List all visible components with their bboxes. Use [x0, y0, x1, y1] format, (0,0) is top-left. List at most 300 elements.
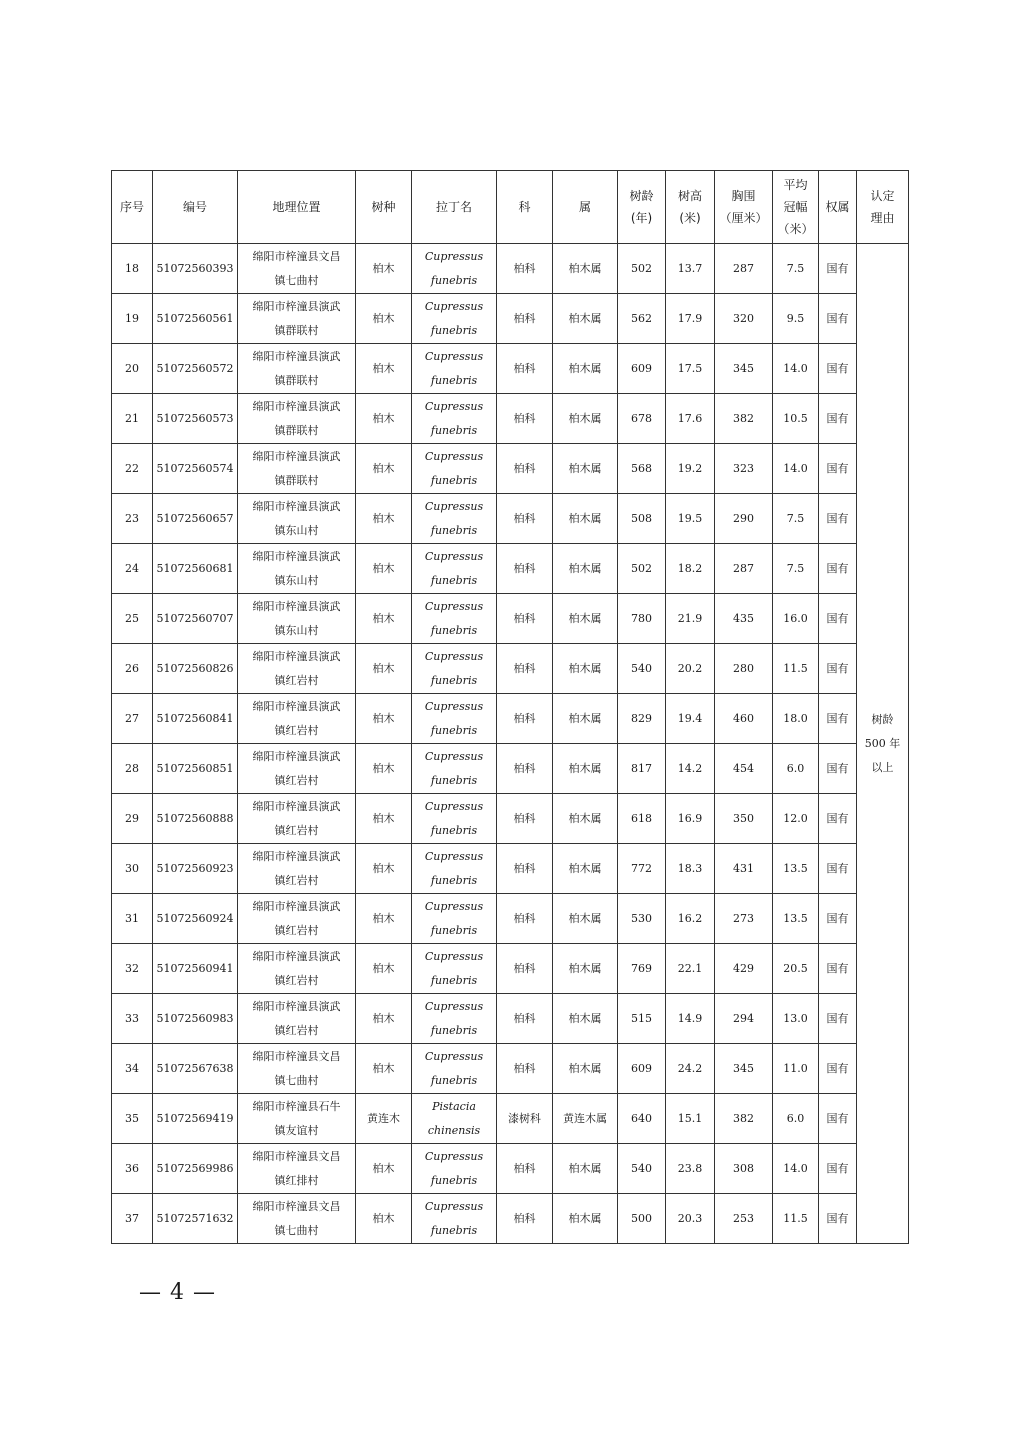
cell-latin-line: funebris — [430, 973, 478, 987]
cell-height: 19.2 — [666, 444, 715, 494]
cell-girth: 429 — [715, 944, 773, 994]
cell-location-line: 镇红排村 — [274, 1173, 319, 1187]
table-row — [112, 844, 909, 894]
cell-height: 19.5 — [666, 494, 715, 544]
cell-code: 51072560851 — [153, 744, 238, 794]
cell-location — [238, 494, 356, 544]
table-row — [112, 494, 909, 544]
cell-reason-line: 500 年 — [864, 736, 901, 750]
cell-species: 柏木 — [356, 644, 412, 694]
table-row — [112, 344, 909, 394]
column-header-age — [618, 171, 666, 244]
cell-crown: 13.5 — [773, 844, 819, 894]
cell-latin-line: Cupressus — [424, 599, 484, 613]
cell-age: 502 — [618, 544, 666, 594]
cell-age: 530 — [618, 894, 666, 944]
cell-seq: 28 — [112, 744, 153, 794]
column-header-text: 序号 — [119, 200, 144, 214]
column-header-text: 树龄 — [629, 189, 654, 203]
table-row — [112, 694, 909, 744]
table-row — [112, 894, 909, 944]
cell-age: 568 — [618, 444, 666, 494]
cell-age: 562 — [618, 294, 666, 344]
cell-latin — [412, 544, 497, 594]
cell-latin-line: funebris — [430, 423, 478, 437]
cell-latin-line: funebris — [430, 273, 478, 287]
cell-seq: 32 — [112, 944, 153, 994]
cell-age: 515 — [618, 994, 666, 1044]
cell-family: 柏科 — [497, 694, 553, 744]
cell-crown: 11.5 — [773, 1194, 819, 1244]
cell-latin-line: Pistacia — [432, 1099, 476, 1113]
cell-height: 20.2 — [666, 644, 715, 694]
cell-crown: 6.0 — [773, 744, 819, 794]
cell-genus: 柏木属 — [553, 744, 618, 794]
cell-location-line: 绵阳市梓潼县演武 — [252, 799, 341, 813]
cell-reason-line: 以上 — [871, 760, 894, 774]
cell-species: 柏木 — [356, 944, 412, 994]
cell-latin — [412, 244, 497, 294]
cell-girth: 280 — [715, 644, 773, 694]
cell-height: 18.3 — [666, 844, 715, 894]
cell-family: 漆树科 — [497, 1094, 553, 1144]
cell-latin-line: Cupressus — [424, 749, 484, 763]
cell-girth: 320 — [715, 294, 773, 344]
cell-location-line: 镇红岩村 — [274, 673, 319, 687]
cell-genus: 柏木属 — [553, 594, 618, 644]
cell-genus: 柏木属 — [553, 994, 618, 1044]
cell-species: 柏木 — [356, 894, 412, 944]
cell-latin — [412, 494, 497, 544]
cell-ownership: 国有 — [819, 244, 857, 294]
cell-species: 柏木 — [356, 244, 412, 294]
cell-ownership: 国有 — [819, 1094, 857, 1144]
table-row — [112, 544, 909, 594]
cell-location-line: 镇东山村 — [274, 523, 319, 537]
table-row — [112, 1144, 909, 1194]
column-header-reason — [857, 171, 909, 244]
cell-genus: 柏木属 — [553, 894, 618, 944]
cell-latin — [412, 694, 497, 744]
cell-location-line: 绵阳市梓潼县演武 — [252, 699, 341, 713]
cell-age: 678 — [618, 394, 666, 444]
cell-latin-line: Cupressus — [424, 899, 484, 913]
cell-age: 769 — [618, 944, 666, 994]
cell-age: 640 — [618, 1094, 666, 1144]
cell-location-line: 镇东山村 — [274, 573, 319, 587]
cell-girth: 273 — [715, 894, 773, 944]
cell-ownership: 国有 — [819, 444, 857, 494]
column-header-text: （米） — [777, 222, 814, 236]
cell-location — [238, 794, 356, 844]
table-row — [112, 994, 909, 1044]
cell-crown: 7.5 — [773, 494, 819, 544]
cell-crown: 20.5 — [773, 944, 819, 994]
cell-code: 51072560561 — [153, 294, 238, 344]
cell-seq: 20 — [112, 344, 153, 394]
cell-code: 51072560707 — [153, 594, 238, 644]
column-header-text: 属 — [578, 200, 591, 214]
cell-family: 柏科 — [497, 394, 553, 444]
cell-girth: 460 — [715, 694, 773, 744]
column-header-genus — [553, 171, 618, 244]
cell-species: 柏木 — [356, 544, 412, 594]
column-header-text: 认定 — [870, 189, 895, 203]
cell-height: 14.9 — [666, 994, 715, 1044]
cell-latin-line: funebris — [430, 473, 478, 487]
cell-location-line: 绵阳市梓潼县文昌 — [252, 1199, 341, 1213]
cell-latin-line: Cupressus — [424, 1149, 484, 1163]
cell-family: 柏科 — [497, 1044, 553, 1094]
cell-family: 柏科 — [497, 244, 553, 294]
cell-code: 51072569419 — [153, 1094, 238, 1144]
cell-height: 16.9 — [666, 794, 715, 844]
cell-code: 51072560941 — [153, 944, 238, 994]
cell-ownership: 国有 — [819, 944, 857, 994]
column-header-seq — [112, 171, 153, 244]
cell-girth: 287 — [715, 244, 773, 294]
cell-girth: 435 — [715, 594, 773, 644]
cell-seq: 24 — [112, 544, 153, 594]
column-header-text: 地理位置 — [272, 200, 321, 214]
cell-reason-line: 树龄 — [871, 712, 894, 726]
table-row — [112, 294, 909, 344]
cell-location-line: 镇红岩村 — [274, 723, 319, 737]
cell-latin-line: Cupressus — [424, 399, 484, 413]
cell-ownership: 国有 — [819, 594, 857, 644]
cell-age: 500 — [618, 1194, 666, 1244]
cell-species: 柏木 — [356, 844, 412, 894]
cell-code: 51072560983 — [153, 994, 238, 1044]
cell-crown: 6.0 — [773, 1094, 819, 1144]
cell-code: 51072560924 — [153, 894, 238, 944]
cell-girth: 294 — [715, 994, 773, 1044]
cell-latin-line: funebris — [430, 1173, 478, 1187]
cell-latin-line: funebris — [430, 573, 478, 587]
column-header-family — [497, 171, 553, 244]
cell-genus: 柏木属 — [553, 1144, 618, 1194]
cell-location — [238, 1144, 356, 1194]
cell-latin-line: Cupressus — [424, 499, 484, 513]
cell-seq: 37 — [112, 1194, 153, 1244]
cell-genus: 柏木属 — [553, 1044, 618, 1094]
cell-latin-line: Cupressus — [424, 449, 484, 463]
column-header-text: (年) — [630, 211, 653, 225]
cell-latin — [412, 1044, 497, 1094]
cell-location — [238, 244, 356, 294]
cell-latin-line: Cupressus — [424, 549, 484, 563]
table-row — [112, 244, 909, 294]
cell-location-line: 绵阳市梓潼县石牛 — [252, 1099, 341, 1113]
cell-code: 51072560574 — [153, 444, 238, 494]
cell-species: 柏木 — [356, 1194, 412, 1244]
cell-code: 51072571632 — [153, 1194, 238, 1244]
cell-latin-line: Cupressus — [424, 1049, 484, 1063]
cell-seq: 26 — [112, 644, 153, 694]
cell-species: 柏木 — [356, 994, 412, 1044]
cell-age: 618 — [618, 794, 666, 844]
column-header-crown — [773, 171, 819, 244]
cell-latin-line: funebris — [430, 673, 478, 687]
ancient-tree-table — [111, 170, 909, 1244]
cell-latin — [412, 744, 497, 794]
cell-genus: 柏木属 — [553, 1194, 618, 1244]
cell-latin — [412, 594, 497, 644]
cell-crown: 12.0 — [773, 794, 819, 844]
cell-latin-line: funebris — [430, 623, 478, 637]
cell-code: 51072560841 — [153, 694, 238, 744]
cell-seq: 34 — [112, 1044, 153, 1094]
cell-location — [238, 444, 356, 494]
cell-location — [238, 994, 356, 1044]
cell-location-line: 绵阳市梓潼县演武 — [252, 549, 341, 563]
cell-height: 16.2 — [666, 894, 715, 944]
cell-family: 柏科 — [497, 444, 553, 494]
column-header-text: (米) — [679, 211, 701, 225]
cell-crown: 7.5 — [773, 544, 819, 594]
cell-latin-line: Cupressus — [424, 349, 484, 363]
cell-height: 23.8 — [666, 1144, 715, 1194]
cell-latin-line: funebris — [430, 873, 478, 887]
cell-seq: 21 — [112, 394, 153, 444]
cell-crown: 10.5 — [773, 394, 819, 444]
cell-height: 17.9 — [666, 294, 715, 344]
cell-crown: 11.5 — [773, 644, 819, 694]
cell-latin-line: Cupressus — [424, 249, 484, 263]
cell-location-line: 镇七曲村 — [274, 1073, 319, 1087]
cell-ownership: 国有 — [819, 344, 857, 394]
cell-location-line: 镇七曲村 — [274, 1223, 319, 1237]
cell-ownership: 国有 — [819, 894, 857, 944]
column-header-text: 理由 — [870, 211, 895, 225]
cell-seq: 27 — [112, 694, 153, 744]
cell-location-line: 镇红岩村 — [274, 873, 319, 887]
cell-location-line: 镇红岩村 — [274, 1023, 319, 1037]
cell-genus: 柏木属 — [553, 344, 618, 394]
cell-seq: 25 — [112, 594, 153, 644]
table-row — [112, 1094, 909, 1144]
cell-location — [238, 744, 356, 794]
cell-family: 柏科 — [497, 844, 553, 894]
cell-location-line: 镇东山村 — [274, 623, 319, 637]
cell-latin-line: Cupressus — [424, 849, 484, 863]
cell-height: 17.6 — [666, 394, 715, 444]
cell-genus: 柏木属 — [553, 644, 618, 694]
column-header-species — [356, 171, 412, 244]
cell-species: 柏木 — [356, 794, 412, 844]
cell-girth: 382 — [715, 1094, 773, 1144]
cell-location — [238, 394, 356, 444]
cell-seq: 31 — [112, 894, 153, 944]
cell-height: 17.5 — [666, 344, 715, 394]
column-header-text: 胸围 — [731, 189, 756, 203]
column-header-text: 权属 — [825, 200, 850, 214]
cell-species: 柏木 — [356, 594, 412, 644]
cell-genus: 柏木属 — [553, 544, 618, 594]
cell-family: 柏科 — [497, 644, 553, 694]
cell-genus: 柏木属 — [553, 694, 618, 744]
column-header-latin — [412, 171, 497, 244]
cell-species: 黄连木 — [356, 1094, 412, 1144]
cell-family: 柏科 — [497, 894, 553, 944]
cell-girth: 345 — [715, 1044, 773, 1094]
cell-genus: 柏木属 — [553, 394, 618, 444]
cell-location — [238, 1044, 356, 1094]
table-row — [112, 944, 909, 994]
cell-ownership: 国有 — [819, 1144, 857, 1194]
cell-latin — [412, 794, 497, 844]
cell-location-line: 镇群联村 — [274, 473, 319, 487]
cell-latin-line: funebris — [430, 923, 478, 937]
cell-latin-line: Cupressus — [424, 699, 484, 713]
cell-code: 51072567638 — [153, 1044, 238, 1094]
cell-age: 780 — [618, 594, 666, 644]
cell-ownership: 国有 — [819, 844, 857, 894]
cell-seq: 35 — [112, 1094, 153, 1144]
cell-latin — [412, 1094, 497, 1144]
cell-latin-line: funebris — [430, 523, 478, 537]
cell-height: 20.3 — [666, 1194, 715, 1244]
cell-latin-line: funebris — [430, 1023, 478, 1037]
cell-species: 柏木 — [356, 1144, 412, 1194]
cell-ownership: 国有 — [819, 1194, 857, 1244]
cell-girth: 454 — [715, 744, 773, 794]
cell-genus: 柏木属 — [553, 294, 618, 344]
cell-girth: 287 — [715, 544, 773, 594]
cell-seq: 18 — [112, 244, 153, 294]
cell-family: 柏科 — [497, 594, 553, 644]
cell-species: 柏木 — [356, 1044, 412, 1094]
table-row — [112, 594, 909, 644]
cell-location — [238, 944, 356, 994]
cell-latin — [412, 1144, 497, 1194]
cell-species: 柏木 — [356, 344, 412, 394]
cell-age: 772 — [618, 844, 666, 894]
cell-genus: 柏木属 — [553, 844, 618, 894]
cell-seq: 33 — [112, 994, 153, 1044]
cell-ownership: 国有 — [819, 794, 857, 844]
cell-location-line: 绵阳市梓潼县文昌 — [252, 1149, 341, 1163]
cell-age: 540 — [618, 644, 666, 694]
cell-latin-line: Cupressus — [424, 299, 484, 313]
column-header-text: 拉丁名 — [435, 200, 472, 214]
cell-latin-line: funebris — [430, 1073, 478, 1087]
cell-latin-line: funebris — [430, 1223, 478, 1237]
table-body — [112, 244, 909, 1244]
cell-location-line: 镇红岩村 — [274, 973, 319, 987]
header-row — [112, 171, 909, 244]
cell-species: 柏木 — [356, 744, 412, 794]
column-header-location — [238, 171, 356, 244]
cell-latin — [412, 644, 497, 694]
cell-family: 柏科 — [497, 294, 553, 344]
cell-location-line: 镇群联村 — [274, 323, 319, 337]
cell-code: 51072560573 — [153, 394, 238, 444]
cell-location-line: 镇红岩村 — [274, 773, 319, 787]
cell-location — [238, 294, 356, 344]
cell-location-line: 绵阳市梓潼县演武 — [252, 449, 341, 463]
column-header-height — [666, 171, 715, 244]
cell-location — [238, 344, 356, 394]
cell-ownership: 国有 — [819, 644, 857, 694]
cell-girth: 308 — [715, 1144, 773, 1194]
column-header-text: （厘米） — [719, 211, 768, 225]
cell-species: 柏木 — [356, 444, 412, 494]
cell-species: 柏木 — [356, 494, 412, 544]
cell-location-line: 绵阳市梓潼县演武 — [252, 599, 341, 613]
cell-family: 柏科 — [497, 344, 553, 394]
cell-crown: 14.0 — [773, 444, 819, 494]
cell-seq: 29 — [112, 794, 153, 844]
cell-latin-line: Cupressus — [424, 649, 484, 663]
cell-location — [238, 894, 356, 944]
cell-age: 817 — [618, 744, 666, 794]
cell-age: 609 — [618, 1044, 666, 1094]
cell-crown: 7.5 — [773, 244, 819, 294]
cell-location-line: 镇群联村 — [274, 373, 319, 387]
cell-location — [238, 544, 356, 594]
cell-latin-line: chinensis — [427, 1123, 481, 1137]
column-header-text: 冠幅 — [783, 200, 808, 214]
cell-height: 13.7 — [666, 244, 715, 294]
cell-girth: 431 — [715, 844, 773, 894]
table-row — [112, 1194, 909, 1244]
table-row — [112, 744, 909, 794]
cell-latin — [412, 294, 497, 344]
cell-location-line: 镇七曲村 — [274, 273, 319, 287]
cell-height: 24.2 — [666, 1044, 715, 1094]
cell-location-line: 绵阳市梓潼县演武 — [252, 849, 341, 863]
cell-location-line: 绵阳市梓潼县文昌 — [252, 1049, 341, 1063]
column-header-text: 平均 — [783, 178, 808, 192]
cell-seq: 36 — [112, 1144, 153, 1194]
cell-ownership: 国有 — [819, 994, 857, 1044]
table-row — [112, 394, 909, 444]
cell-location-line: 绵阳市梓潼县文昌 — [252, 249, 341, 263]
cell-height: 18.2 — [666, 544, 715, 594]
cell-ownership: 国有 — [819, 544, 857, 594]
cell-seq: 19 — [112, 294, 153, 344]
cell-location-line: 镇群联村 — [274, 423, 319, 437]
cell-latin — [412, 1194, 497, 1244]
cell-latin — [412, 844, 497, 894]
table-row — [112, 794, 909, 844]
cell-location-line: 绵阳市梓潼县演武 — [252, 499, 341, 513]
cell-latin — [412, 444, 497, 494]
cell-location — [238, 1094, 356, 1144]
cell-crown: 14.0 — [773, 344, 819, 394]
page-number: — 4 — — [139, 1280, 216, 1305]
cell-crown: 11.0 — [773, 1044, 819, 1094]
table-row — [112, 1044, 909, 1094]
cell-location-line: 镇友谊村 — [274, 1123, 319, 1137]
cell-family: 柏科 — [497, 944, 553, 994]
column-header-text: 编号 — [182, 200, 207, 214]
cell-seq: 30 — [112, 844, 153, 894]
cell-height: 14.2 — [666, 744, 715, 794]
cell-family: 柏科 — [497, 494, 553, 544]
column-header-code — [153, 171, 238, 244]
cell-seq: 23 — [112, 494, 153, 544]
cell-age: 508 — [618, 494, 666, 544]
cell-family: 柏科 — [497, 744, 553, 794]
cell-girth: 290 — [715, 494, 773, 544]
cell-species: 柏木 — [356, 294, 412, 344]
cell-genus: 柏木属 — [553, 494, 618, 544]
cell-genus: 柏木属 — [553, 794, 618, 844]
cell-location — [238, 1194, 356, 1244]
cell-location-line: 镇红岩村 — [274, 823, 319, 837]
